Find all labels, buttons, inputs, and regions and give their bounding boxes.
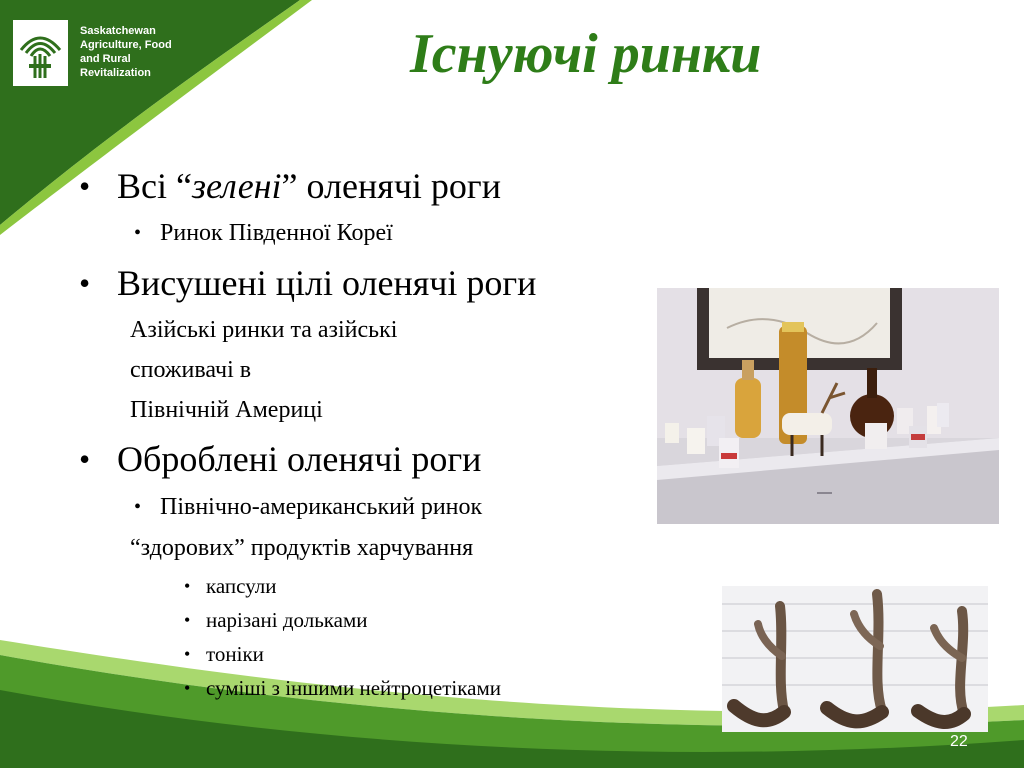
bullet-text-prefix: Всі “ — [117, 166, 192, 206]
bullet-dot: • — [79, 168, 91, 204]
sub-sub-bullet — [184, 641, 264, 667]
antler-products-photo — [657, 288, 999, 524]
slide-title: Існуючі ринки — [410, 23, 762, 85]
bullet-dot: • — [184, 576, 191, 596]
bullet-dot: • — [184, 678, 191, 698]
sub-sub-bullet-text: суміші з іншими нейтроцетіками — [206, 676, 501, 700]
bullet-dot: • — [79, 441, 91, 477]
asian-markets-line: Азійські ринки та азійські — [130, 317, 398, 343]
logo-line: Agriculture, Food — [80, 39, 172, 51]
asian-markets-line: Північній Америці — [130, 397, 323, 423]
bullet-text-italic: зелені — [191, 166, 282, 206]
page-number: 22 — [950, 733, 968, 750]
sub-bullet-na-market — [134, 492, 483, 522]
bullet-dried-antlers — [79, 262, 537, 304]
bullet-text-suffix: ” оленячі роги — [281, 166, 501, 206]
sub-sub-bullet — [184, 675, 501, 701]
sub-bullet-south-korea — [134, 218, 393, 248]
logo-line: Revitalization — [80, 67, 151, 79]
logo-line: and Rural — [80, 53, 131, 65]
bullet-dot: • — [134, 496, 142, 518]
bullet-processed-antlers — [79, 438, 482, 480]
bullet-dot: • — [184, 610, 191, 630]
sub-sub-bullet-text: нарізані дольками — [206, 608, 368, 632]
sub-sub-bullet-text: капсули — [206, 574, 277, 598]
asian-markets-line: споживачі в — [130, 357, 252, 383]
sub-bullet-text: Північно-американський ринок — [160, 494, 483, 520]
sub-sub-bullet — [184, 573, 277, 599]
na-market-continuation: “здорових” продуктів харчування — [130, 535, 474, 561]
bullet-text: Оброблені оленячі роги — [117, 439, 482, 479]
bullet-text: Висушені цілі оленячі роги — [117, 263, 537, 303]
antler-pieces-photo — [722, 586, 988, 732]
logo-line: Saskatchewan — [80, 25, 156, 37]
bullet-dot: • — [134, 222, 142, 244]
bullet-green-antlers — [79, 165, 501, 207]
sub-sub-bullet-text: тоніки — [206, 642, 264, 666]
sub-sub-bullet — [184, 607, 368, 633]
sub-bullet-text: Ринок Південної Кореї — [160, 220, 393, 246]
bullet-dot: • — [184, 644, 191, 664]
bullet-dot: • — [79, 265, 91, 301]
